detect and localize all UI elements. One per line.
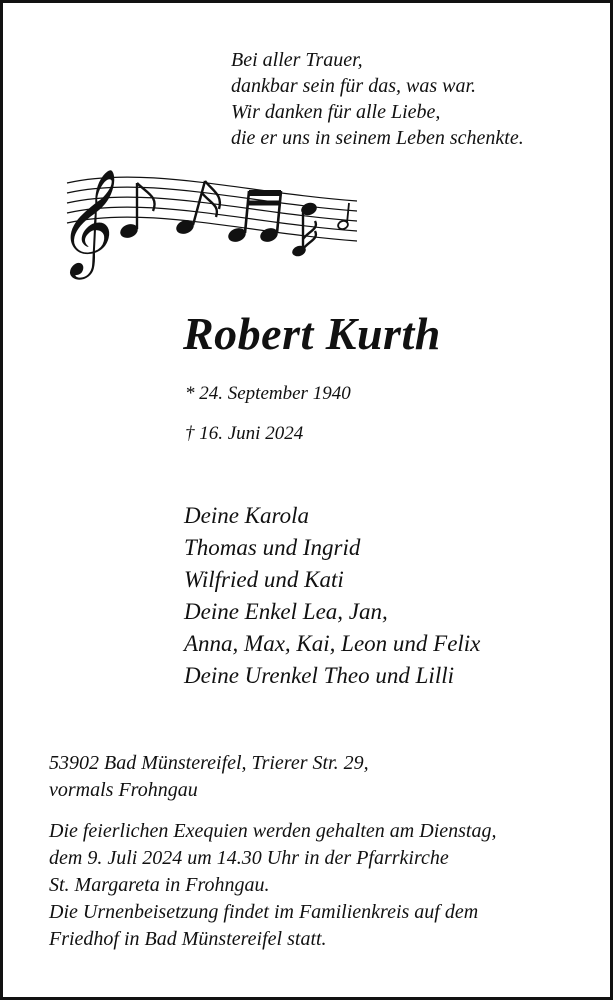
family-line: Wilfried und Kati	[184, 567, 344, 592]
birth-date: * 24. September 1940	[185, 383, 351, 404]
address-block	[49, 750, 369, 804]
address-line: vormals Frohngau	[49, 779, 198, 801]
family-signatures	[184, 500, 480, 692]
treble-clef-icon: 𝄞	[55, 168, 110, 275]
quote-line: dankbar sein für das, was war.	[231, 75, 477, 97]
condolence-quote	[231, 47, 524, 151]
music-notes-icon	[47, 153, 377, 283]
family-line: Thomas und Ingrid	[184, 535, 361, 560]
funeral-notice	[49, 818, 496, 953]
family-line: Deine Enkel Lea, Jan,	[184, 599, 388, 624]
family-line: Deine Urenkel Theo und Lilli	[184, 663, 454, 688]
quote-line: die er uns in seinem Leben schenkte.	[231, 127, 524, 149]
notice-line: Die feierlichen Exequien werden gehalten am Dienstag,	[49, 820, 497, 842]
quote-line: Bei aller Trauer,	[231, 49, 363, 71]
notice-line: St. Margareta in Frohngau.	[49, 874, 270, 896]
family-line: Anna, Max, Kai, Leon und Felix	[184, 631, 481, 656]
quote-line: Wir danken für alle Liebe,	[231, 101, 441, 123]
address-line: 53902 Bad Münstereifel, Trierer Str. 29,	[49, 752, 369, 774]
family-line: Deine Karola	[184, 503, 309, 528]
notice-line: Die Urnenbeisetzung findet im Familienkreis auf dem	[49, 901, 479, 923]
death-date: † 16. Juni 2024	[185, 423, 304, 444]
notice-line: dem 9. Juli 2024 um 14.30 Uhr in der Pfarrkirche	[49, 847, 449, 869]
deceased-name: Robert Kurth	[183, 308, 441, 359]
notice-line: Friedhof in Bad Münstereifel statt.	[49, 928, 327, 950]
